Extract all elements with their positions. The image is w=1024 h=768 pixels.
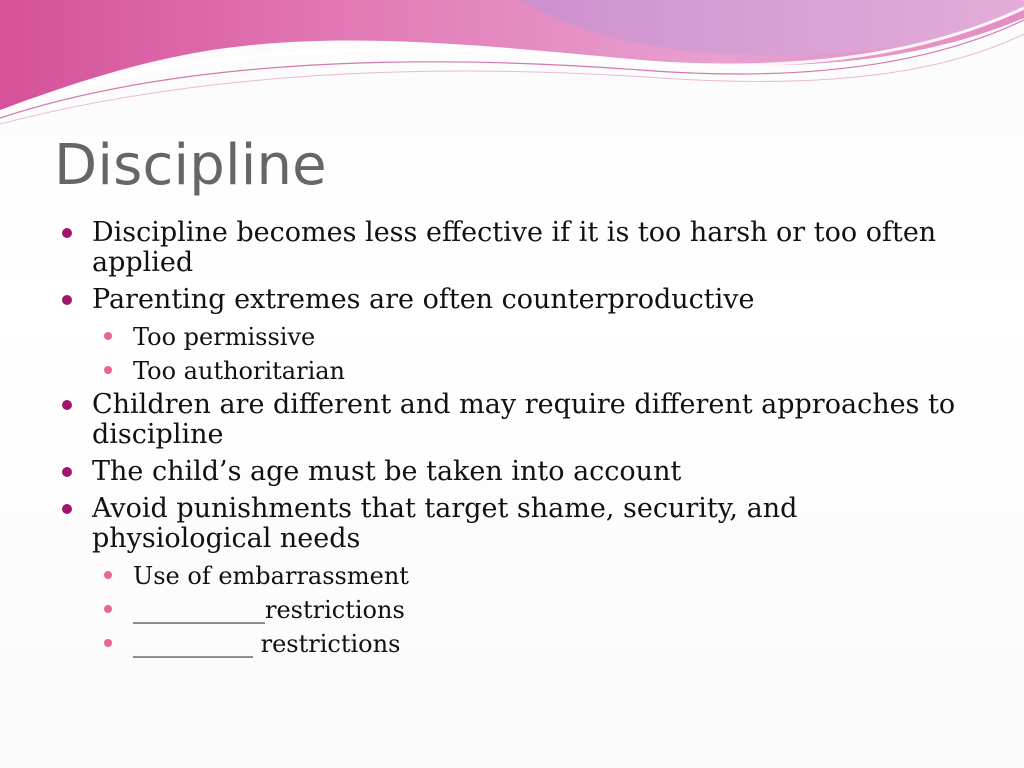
slide-title: Discipline [54,133,327,198]
bullet-list [62,218,962,659]
sub-bullet-dot-icon [104,639,112,647]
bullet-dot-icon [62,504,72,514]
sub-bullet-item [104,595,962,625]
bullet-item-5 [62,494,962,554]
sub-bullet-text: Too authoritarian [133,357,346,385]
bullet-item-1 [62,218,962,278]
sub-bullet-text: ___________restrictions [133,596,405,624]
sub-bullet-dot-icon [104,332,112,340]
sub-bullet-text: Use of embarrassment [133,562,409,590]
bullet-text: Parenting extremes are often counterproductive [92,284,755,315]
bullet-dot-icon [62,228,72,238]
bullet-item-3 [62,390,962,450]
bullet-item-4 [62,457,962,487]
bullet-dot-icon [62,295,72,305]
sub-bullet-item [104,356,962,386]
sub-bullet-item [104,561,962,591]
sub-bullet-dot-icon [104,571,112,579]
header-wave-decoration [0,0,1024,130]
sub-bullet-dot-icon [104,605,112,613]
bullet-item-2 [62,285,962,315]
sub-bullet-item [104,629,962,659]
bullet-dot-icon [62,400,72,410]
bullet-text: Avoid punishments that target shame, security, and physiological needs [92,493,798,554]
bullet-text: The child’s age must be taken into account [92,456,682,487]
sub-bullet-text: __________ restrictions [133,630,401,658]
slide-content [62,218,962,663]
bullet-text: Discipline becomes less effective if it is too harsh or too often applied [92,217,937,278]
sub-bullet-item [104,322,962,352]
sub-bullet-text: Too permissive [133,323,316,351]
sub-bullet-dot-icon [104,366,112,374]
bullet-dot-icon [62,467,72,477]
bullet-text: Children are different and may require different approaches to discipline [92,389,956,450]
